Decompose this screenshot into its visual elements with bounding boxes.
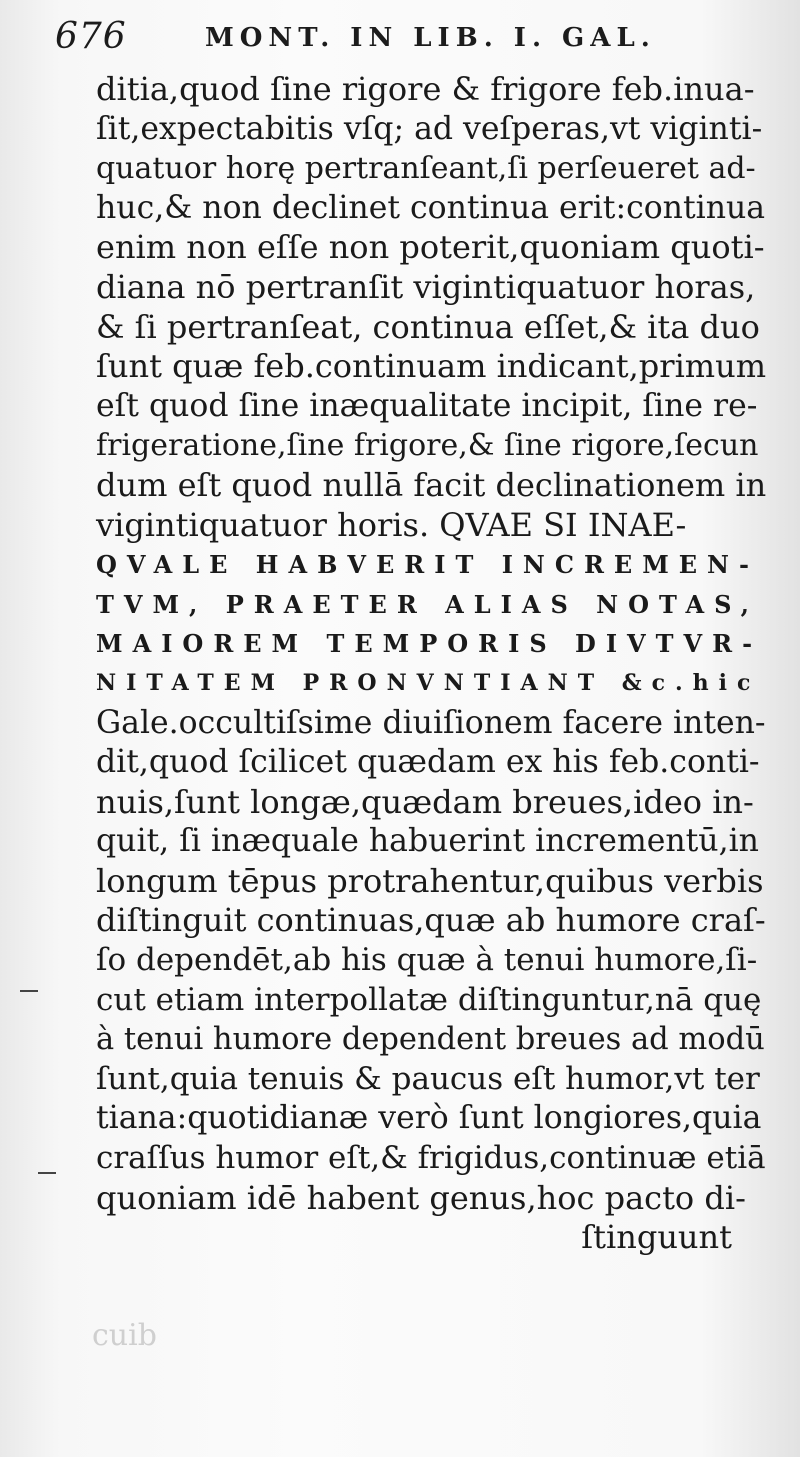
lemma-line: QVALE HABVERIT INCREMEN-: [96, 550, 759, 580]
lemma-line: MAIOREM TEMPORIS DIVTVR-: [96, 629, 763, 659]
margin-mark: [20, 990, 38, 992]
text-line: dit,quod ſcilicet quædam ex his feb.conti-: [96, 744, 760, 781]
margin-mark: [38, 1172, 56, 1174]
text-line: diana nō pertranſit vigintiquatuor horas,: [96, 267, 756, 306]
bleed-through-text: cuib: [92, 1318, 157, 1353]
text-line: ſo dependēt,ab his quæ à tenui humore,ſi-: [96, 942, 758, 979]
text-line: cut etiam interpollatæ diſtinguntur,nā quę: [96, 981, 762, 1018]
text-line: ſit,expectabitis vſq; ad veſperas,vt viginti-: [96, 110, 763, 147]
text-line: quit, ſi inæquale habuerint incrementū,in: [96, 823, 759, 860]
page-number: 676: [55, 16, 127, 57]
text-line: ditia,quod ſine rigore & frigore feb.inua-: [96, 70, 755, 108]
text-line: tiana:quotidianæ verò ſunt longiores,quia: [96, 1100, 762, 1137]
catchword: ſtinguunt: [581, 1218, 732, 1257]
text-line: à tenui humore dependent breues ad modū: [96, 1022, 765, 1058]
text-line: huc,& non declinet continua erit:continua: [96, 189, 766, 226]
running-title: MONT. IN LIB. I. GAL.: [205, 23, 656, 53]
body-text: [96, 70, 766, 1258]
running-head: [55, 14, 755, 64]
text-line: quoniam idē habent genus,hoc pacto di-: [96, 1178, 746, 1217]
text-line: nuis,ſunt longæ,quædam breues,ideo in-: [96, 782, 754, 821]
text-line: ſunt,quia tenuis & paucus eſt humor,vt ter: [96, 1060, 760, 1097]
text-line: ſunt quæ feb.continuam indicant,primum: [96, 347, 767, 386]
text-line: vigintiquatuor horis. QVAE SI INAE-: [96, 505, 687, 544]
text-line: enim non eſſe non poterit,quoniam quoti-: [96, 228, 765, 267]
text-line: Gale.occultiſsime diuiſionem facere inten-: [96, 704, 766, 741]
text-line: quatuor horę pertranſeant,ſi perſeueret ad-: [96, 151, 756, 187]
lemma-line: TVM, PRAETER ALIAS NOTAS,: [96, 589, 759, 619]
lemma-line: NITATEM PRONVNTIANT &c.hic: [96, 669, 761, 696]
text-line: diſtinguit continuas,quæ ab humore craſ-: [96, 901, 766, 940]
text-line: craſſus humor eſt,& frigidus,continuæ etiā: [96, 1140, 766, 1177]
text-line: frigeratione,ſine frigore,& ſine rigore,ſecun: [96, 428, 759, 464]
text-line: & ſi pertranſeat, continua eſſet,& ita duo: [96, 307, 760, 346]
text-line: longum tēpus protrahentur,quibus verbis: [96, 861, 764, 900]
text-line: dum eſt quod nullā facit declinationem in: [96, 465, 767, 504]
text-line: eſt quod ſine inæqualitate incipit, ſine re-: [96, 387, 758, 424]
